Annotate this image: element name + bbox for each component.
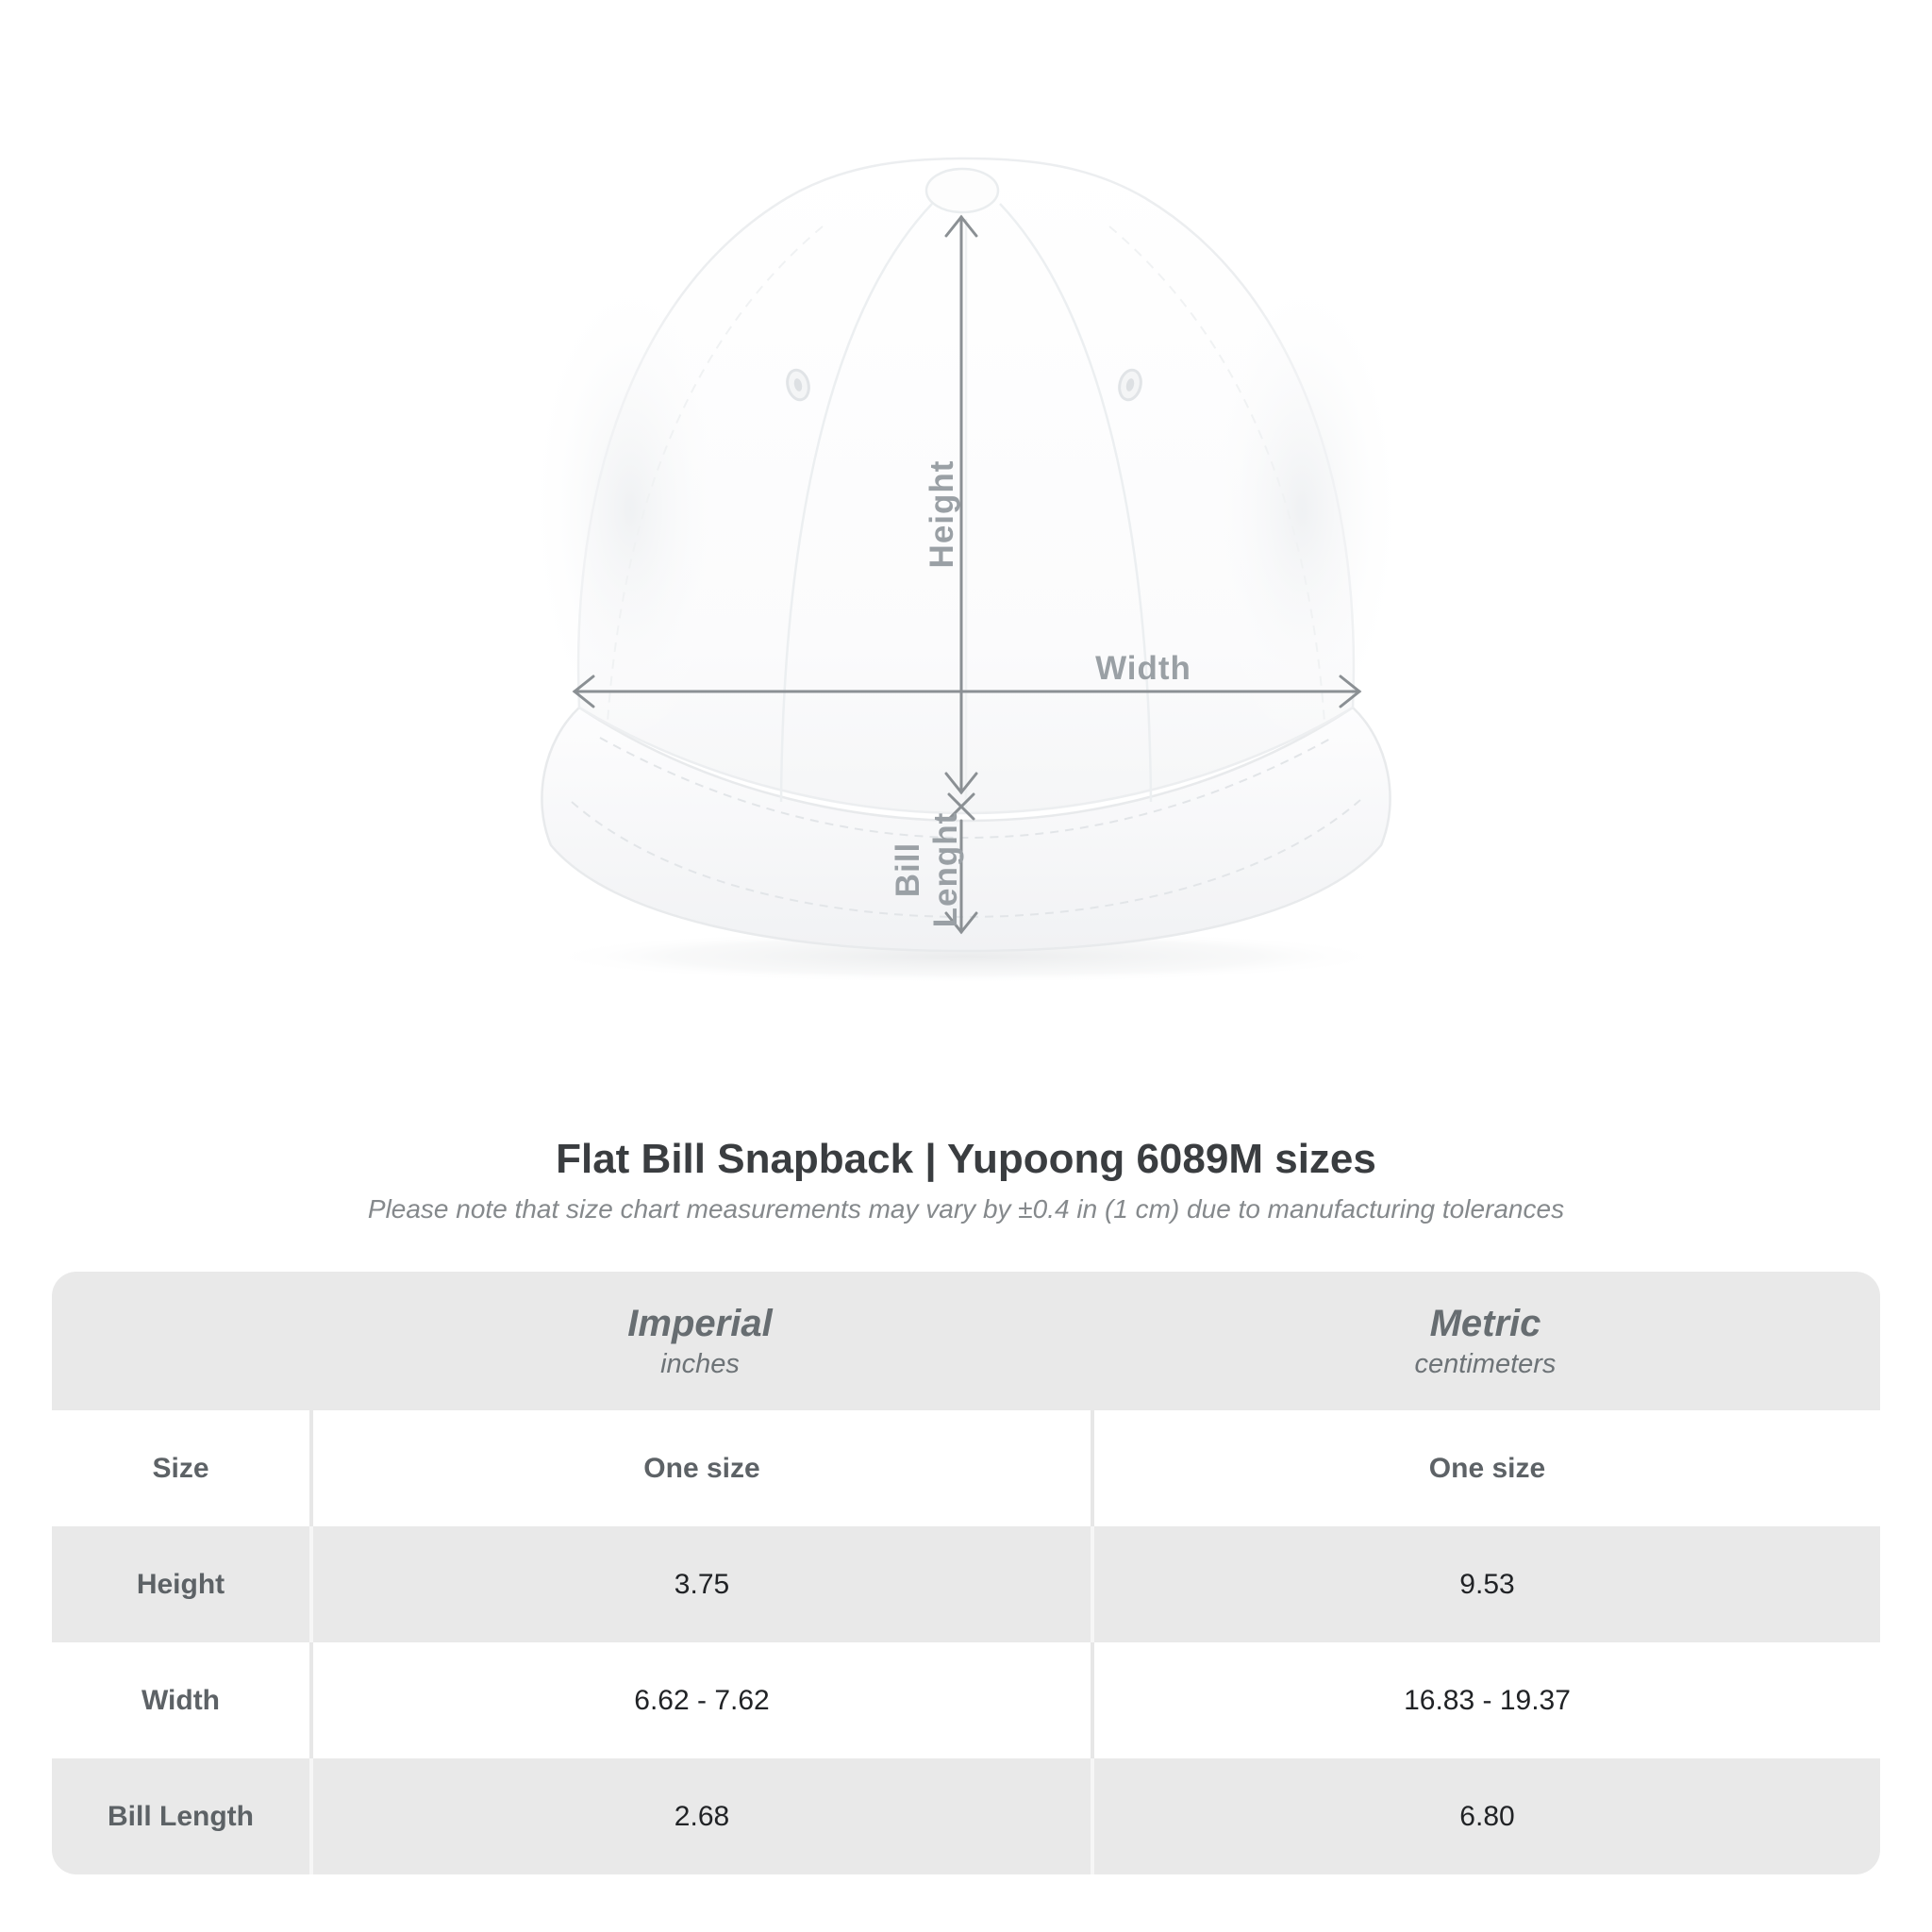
bill-length-dimension-label-line2: Lenght xyxy=(927,811,964,928)
table-row-height xyxy=(52,1526,1880,1642)
bill-length-dimension-label-line1: Bill xyxy=(890,841,926,898)
size-chart-table xyxy=(52,1272,1880,1874)
metric-value-cell xyxy=(1091,1410,1880,1526)
row-label: Bill Length xyxy=(108,1800,254,1832)
table-row-bill-length xyxy=(52,1758,1880,1874)
header-spacer-cell xyxy=(52,1272,309,1410)
header-metric-cell xyxy=(1091,1272,1880,1410)
page-subtitle: Please note that size chart measurements may vary by ±0.4 in (1 cm) due to manufacturing tolerances xyxy=(367,1194,1565,1224)
metric-column-sublabel: centimeters xyxy=(1414,1348,1557,1379)
height-dimension-label: Height xyxy=(924,459,960,569)
imperial-value: 3.75 xyxy=(674,1568,730,1600)
title-block xyxy=(0,1136,1932,1224)
row-label: Width xyxy=(141,1684,221,1716)
imperial-value-cell xyxy=(309,1410,1091,1526)
row-label-cell xyxy=(52,1642,309,1758)
table-body xyxy=(52,1410,1880,1874)
metric-value: 16.83 - 19.37 xyxy=(1404,1684,1571,1716)
page-title: Flat Bill Snapback | Yupoong 6089M sizes xyxy=(556,1136,1376,1182)
metric-value-cell xyxy=(1091,1758,1880,1874)
table-row-width xyxy=(52,1642,1880,1758)
imperial-value-cell xyxy=(309,1642,1091,1758)
imperial-value: One size xyxy=(643,1452,760,1484)
metric-value: One size xyxy=(1428,1452,1546,1484)
imperial-value: 2.68 xyxy=(674,1800,730,1832)
table-row-size xyxy=(52,1410,1880,1526)
row-label: Size xyxy=(152,1452,209,1484)
row-label-cell xyxy=(52,1410,309,1526)
imperial-column-label: Imperial xyxy=(627,1302,773,1344)
table-header xyxy=(52,1272,1880,1410)
row-label-cell xyxy=(52,1758,309,1874)
header-imperial-cell xyxy=(309,1272,1091,1410)
metric-value: 9.53 xyxy=(1459,1568,1515,1600)
width-dimension-label: Width xyxy=(1095,650,1191,687)
row-label-cell xyxy=(52,1526,309,1642)
metric-value-cell xyxy=(1091,1526,1880,1642)
row-label: Height xyxy=(136,1568,225,1600)
imperial-value: 6.62 - 7.62 xyxy=(634,1684,770,1716)
metric-value: 6.80 xyxy=(1459,1800,1515,1832)
top-button xyxy=(926,169,998,212)
imperial-value-cell xyxy=(309,1526,1091,1642)
metric-column-label: Metric xyxy=(1429,1302,1541,1344)
imperial-column-sublabel: inches xyxy=(660,1348,740,1379)
hat-crown xyxy=(526,158,1406,813)
imperial-value-cell xyxy=(309,1758,1091,1874)
metric-value-cell xyxy=(1091,1642,1880,1758)
